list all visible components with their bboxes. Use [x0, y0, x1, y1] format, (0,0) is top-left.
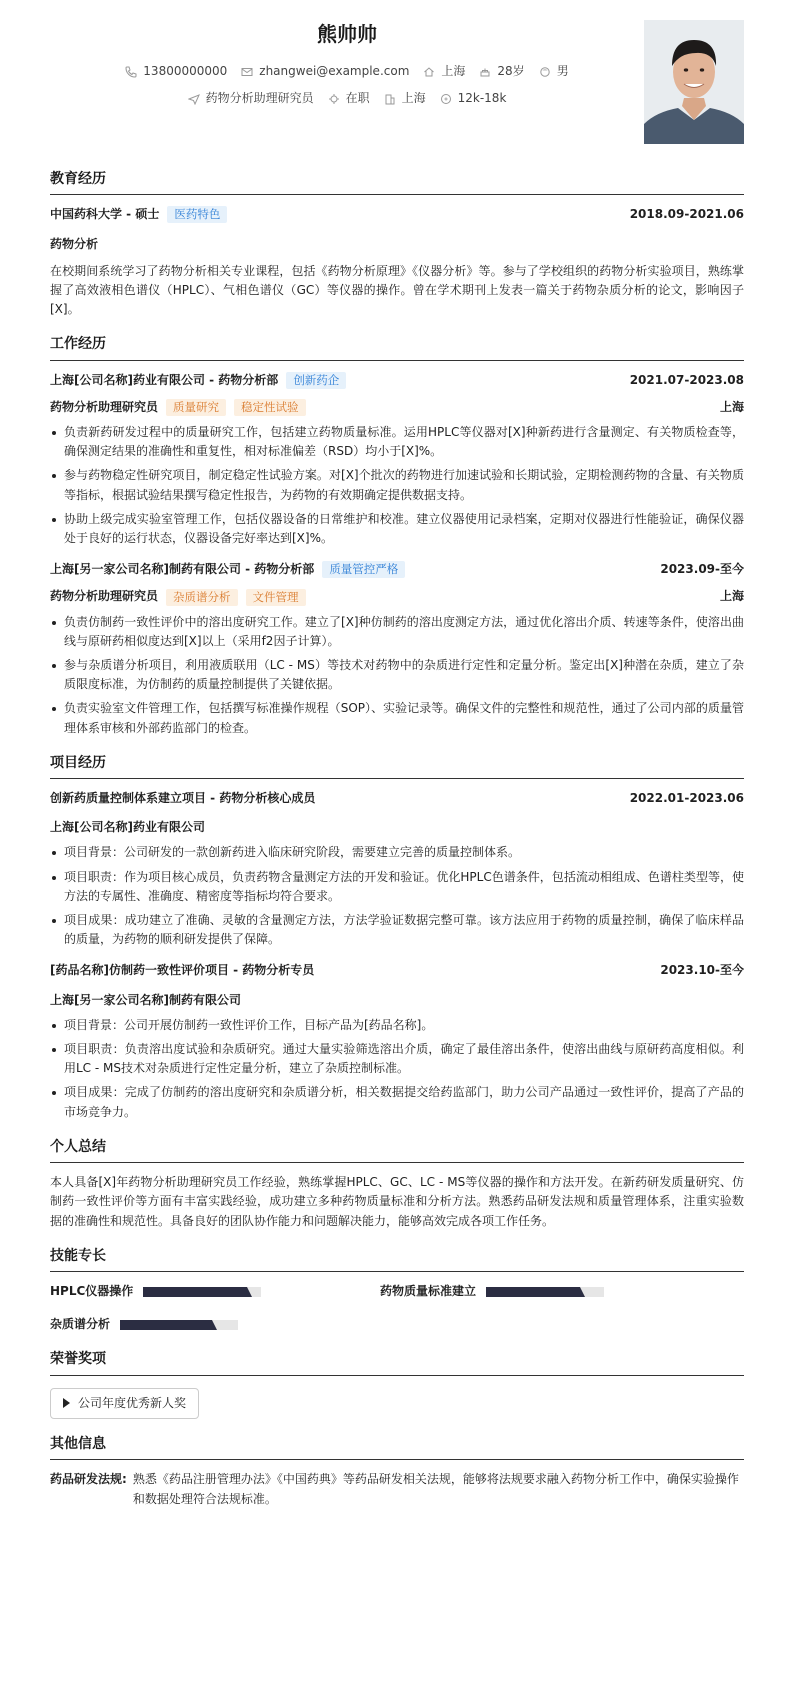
project-name-row — [50, 961, 744, 980]
project-date: 2022.01-2023.06 — [629, 791, 744, 806]
email-text: zhangwei@example.com — [259, 64, 410, 78]
section-title: 技能专长 — [50, 1245, 744, 1272]
list-item: 负责实验室文件管理工作，包括撰写标准操作规程（SOP）、实验记录等。确保文件的完整性和规范性，通过了公司内部的质量管理体系审核和外部药监部门的检查。 — [50, 699, 744, 737]
list-item: 负责仿制药一致性评价中的溶出度研究工作。建立了[X]种仿制药的溶出度测定方法，通过优化溶出介质、转速等条件，使溶出曲线与原研药相似度达到[X]以上（采用f2因子计算）。 — [50, 613, 744, 651]
project-name-row — [50, 789, 744, 808]
skills-section — [50, 1245, 744, 1335]
job-text: 药物分析助理研究员 — [205, 91, 314, 106]
skill-item — [50, 1282, 380, 1301]
major-row — [50, 235, 744, 254]
list-item: 项目成果：完成了仿制药的溶出度研究和杂质谱分析，相关数据提交给药监部门，助力公司产品通过一致性评价，提高了产品的市场竞争力。 — [50, 1083, 744, 1121]
project-company-row — [50, 991, 744, 1010]
section-title: 个人总结 — [50, 1136, 744, 1163]
skill-name: 药物质量标准建立 — [380, 1284, 477, 1299]
position-tag: 文件管理 — [246, 589, 306, 606]
awards-section — [50, 1348, 744, 1419]
work-item — [50, 560, 744, 738]
list-item: 项目背景：公司研发的一款创新药进入临床研究阶段，需要建立完善的质量控制体系。 — [50, 843, 744, 862]
mail-icon — [241, 66, 253, 78]
work-date: 2023.09-至今 — [660, 562, 744, 577]
list-item: 参与药物稳定性研究项目，制定稳定性试验方案。对[X]个批次的药物进行加速试验和长期试验，定期检测药物的含量、有关物质等指标，根据试验结果撰写稳定性报告，为药物的有效期确定提供数据支持。 — [50, 466, 744, 504]
company-name: 上海[另一家公司名称]制药有限公司 - 药物分析部 — [50, 562, 315, 577]
status-icon — [328, 93, 340, 105]
list-item: 负责新药研发过程中的质量研究工作，包括建立药物质量标准。运用HPLC等仪器对[X]种新药进行含量测定、有关物质检查等，确保测定结果的准确性和重复性，相对标准偏差（RSD）均小于[X]%。 — [50, 423, 744, 461]
email-info — [241, 62, 409, 81]
position-tag: 杂质谱分析 — [166, 589, 238, 606]
list-item: 协助上级完成实验室管理工作，包括仪器设备的日常维护和校准。建立仪器使用记录档案，定期对仪器进行性能验证，确保仪器处于良好的运行状态，仪器设备完好率达到[X]%。 — [50, 510, 744, 548]
summary-section — [50, 1136, 744, 1231]
project-company-row — [50, 818, 744, 837]
skill-name: HPLC仪器操作 — [50, 1284, 134, 1299]
education-tag: 医药特色 — [167, 206, 227, 223]
job-line — [50, 89, 644, 108]
project-name: [药品名称]仿制药一致性评价项目 - 药物分析专员 — [50, 963, 315, 978]
resume-header — [50, 14, 744, 154]
skill-bar — [120, 1320, 238, 1330]
other-section — [50, 1433, 744, 1509]
section-title: 荣誉奖项 — [50, 1348, 744, 1375]
skill-item — [380, 1282, 744, 1301]
gender-info — [539, 62, 569, 81]
project-date: 2023.10-至今 — [660, 963, 744, 978]
cake-icon — [479, 66, 491, 78]
section-title: 工作经历 — [50, 333, 744, 360]
age-text: 28岁 — [497, 64, 525, 78]
work-item — [50, 371, 744, 549]
position-name: 药物分析助理研究员 — [50, 399, 159, 414]
school-name: 中国药科大学 - 硕士 — [50, 207, 160, 222]
salary-info — [440, 89, 507, 108]
skills-grid — [50, 1282, 744, 1334]
work-company-row — [50, 560, 744, 579]
work-city: 上海 — [719, 589, 744, 604]
section-title: 教育经历 — [50, 168, 744, 195]
project-item — [50, 961, 744, 1121]
skill-name: 杂质谱分析 — [50, 1317, 111, 1332]
list-item: 参与杂质谱分析项目，利用液质联用（LC - MS）等技术对药物中的杂质进行定性和定量分析。鉴定出[X]种潜在杂质，建立了杂质限度标准，为仿制药的质量控制提供了关键依据。 — [50, 656, 744, 694]
skill-item — [50, 1315, 380, 1334]
work-company-row — [50, 371, 744, 390]
position-tag: 质量研究 — [166, 399, 226, 416]
position-tag: 稳定性试验 — [234, 399, 306, 416]
skill-bar-fill — [120, 1320, 212, 1330]
work-bullets — [50, 423, 744, 548]
list-item: 项目背景：公司开展仿制药一致性评价工作，目标产品为[药品名称]。 — [50, 1016, 744, 1035]
education-row — [50, 205, 744, 224]
skill-bar — [486, 1287, 604, 1297]
contact-line — [50, 62, 644, 81]
work-bullets — [50, 613, 744, 738]
company-name: 上海[公司名称]药业有限公司 - 药物分析部 — [50, 372, 279, 387]
location-text: 上海 — [441, 64, 466, 78]
education-description: 在校期间系统学习了药物分析相关专业课程，包括《药物分析原理》《仪器分析》等。参与了学校组织的药物分析实验项目，熟练掌握了高效液相色谱仪（HPLC）、气相色谱仪（GC）等仪器的操作。曾在学术期刊上发表一篇关于药物杂质分析的论文，影响因子[X]。 — [50, 263, 744, 317]
gender-icon — [539, 66, 551, 78]
position-name: 药物分析助理研究员 — [50, 589, 159, 604]
triangle-icon — [63, 1398, 70, 1408]
profile-photo — [644, 20, 744, 144]
send-icon — [188, 93, 200, 105]
summary-text: 本人具备[X]年药物分析助理研究员工作经验，熟练掌握HPLC、GC、LC - MS等仪器的操作和方法开发。在新药研发质量研究、仿制药一致性评价等方面有丰富实践经验，成功建立多种药物质量标准和分析方法。熟悉药品研发法规和质量管理体系，注重实验数据的准确性和规范性。具备良好的团队协作能力和问题解决能力，能够高效完成各项工作任务。 — [50, 1175, 744, 1228]
job-info — [188, 89, 314, 108]
status-info — [328, 89, 370, 108]
skill-bar-fill — [486, 1287, 580, 1297]
work-date: 2021.07-2023.08 — [629, 372, 744, 387]
major-name: 药物分析 — [50, 236, 99, 251]
list-item: 项目成果：成功建立了准确、灵敏的含量测定方法，方法学验证数据完整可靠。该方法应用于药物的质量控制，确保了临床样品的质量，为药物的顺利研发提供了保障。 — [50, 911, 744, 949]
project-bullets — [50, 1016, 744, 1122]
skill-bar-fill — [143, 1287, 247, 1297]
other-label: 药品研发法规: — [50, 1472, 127, 1487]
company-tag: 质量管控严格 — [322, 561, 405, 578]
coin-icon — [440, 93, 452, 105]
project-section — [50, 752, 744, 1122]
location-info — [423, 62, 465, 81]
project-name: 创新药质量控制体系建立项目 - 药物分析核心成员 — [50, 791, 316, 806]
age-info — [479, 62, 524, 81]
award-item — [50, 1388, 199, 1419]
work-position-row — [50, 587, 744, 606]
candidate-name: 熊帅帅 — [317, 22, 377, 46]
project-company: 上海[另一家公司名称]制药有限公司 — [50, 992, 241, 1007]
gender-text: 男 — [556, 64, 569, 78]
city-info — [384, 89, 426, 108]
work-city: 上海 — [719, 399, 744, 414]
home-icon — [423, 66, 435, 78]
building-icon — [384, 93, 396, 105]
work-position-row — [50, 398, 744, 417]
list-item: 项目职责：作为项目核心成员，负责药物含量测定方法的开发和验证。优化HPLC色谱条件，包括流动相组成、色谱柱类型等，使方法的专属性、准确度、精密度等指标均符合要求。 — [50, 868, 744, 906]
phone-text: 13800000000 — [143, 64, 228, 78]
award-name: 公司年度优秀新人奖 — [78, 1395, 187, 1410]
project-item — [50, 789, 744, 949]
phone-icon — [125, 66, 137, 78]
salary-text: 12k-18k — [457, 91, 507, 106]
list-item: 项目职责：负责溶出度试验和杂质研究。通过大量实验筛选溶出介质，确定了最佳溶出条件，使溶出曲线与原研药高度相似。利用LC - MS技术对杂质进行定性定量分析，建立了杂质控制标准。 — [50, 1040, 744, 1078]
other-row — [50, 1470, 744, 1508]
section-title: 项目经历 — [50, 752, 744, 779]
education-section — [50, 168, 744, 319]
section-title: 其他信息 — [50, 1433, 744, 1460]
skill-bar — [143, 1287, 261, 1297]
status-text: 在职 — [345, 91, 370, 106]
project-company: 上海[公司名称]药业有限公司 — [50, 820, 205, 835]
company-tag: 创新药企 — [286, 372, 346, 389]
education-date: 2018.09-2021.06 — [629, 207, 744, 222]
work-section — [50, 333, 744, 737]
city-text: 上海 — [401, 91, 426, 106]
other-text: 熟悉《药品注册管理办法》《中国药典》等药品研发相关法规，能够将法规要求融入药物分析工作中，确保实验操作和数据处理符合法规标准。 — [132, 1472, 739, 1506]
project-bullets — [50, 843, 744, 949]
phone-info — [125, 62, 227, 81]
